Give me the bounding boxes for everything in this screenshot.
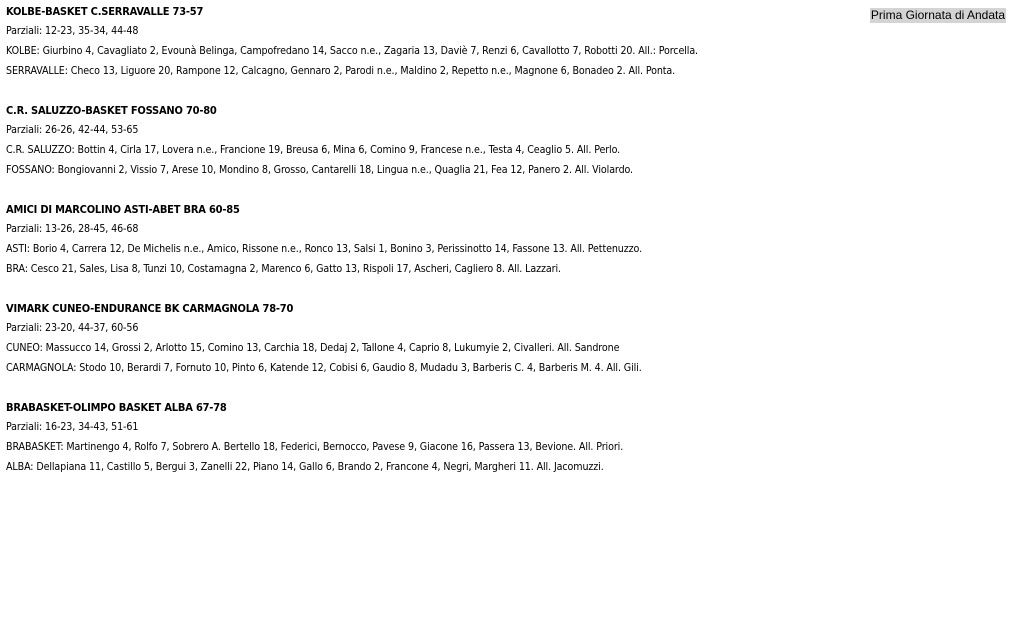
game-quarter-scores: Parziali: 16-23, 34-43, 51-61	[6, 421, 139, 433]
game-result	[6, 101, 866, 180]
round-label: Prima Giornata di Andata	[870, 8, 1005, 22]
away-team-roster: CARMAGNOLA: Stodo 10, Berardi 7, Fornuto 10, Pinto 6, Katende 12, Cobisi 6, Gaudio 8, Mudadu 3, Barberis C. 4, Barberis M. 4. All. Gili.	[6, 362, 642, 374]
results-list	[6, 2, 866, 497]
game-quarter-scores: Parziali: 12-23, 35-34, 44-48	[6, 25, 139, 37]
home-team-roster: C.R. SALUZZO: Bottin 4, Cirla 17, Lovera n.e., Francione 19, Breusa 6, Mina 6, Comino 9, Francese n.e., Testa 4, Ceaglio 5. All. Perlo.	[6, 144, 621, 156]
game-result	[6, 200, 866, 279]
home-team-roster: CUNEO: Massucco 14, Grossi 2, Arlotto 15, Comino 13, Carchia 18, Dedaj 2, Tallone 4, Caprio 8, Lukumyie 2, Civalleri. All. Sandrone	[6, 342, 620, 354]
game-quarter-scores: Parziali: 23-20, 44-37, 60-56	[6, 322, 139, 334]
game-title: VIMARK CUNEO-ENDURANCE BK CARMAGNOLA 78-70	[6, 302, 294, 315]
game-result	[6, 2, 866, 81]
game-result	[6, 398, 866, 477]
home-team-roster: KOLBE: Giurbino 4, Cavagliato 2, Evounà Belinga, Campofredano 14, Sacco n.e., Zagaria 13, Daviè 7, Renzi 6, Cavallotto 7, Robotti 20. All.: Porcella.	[6, 45, 698, 57]
away-team-roster: BRA: Cesco 21, Sales, Lisa 8, Tunzi 10, Costamagna 2, Marenco 6, Gatto 13, Rispoli 17, Ascheri, Cagliero 8. All. Lazzari.	[6, 263, 561, 275]
away-team-roster: SERRAVALLE: Checo 13, Liguore 20, Rampone 12, Calcagno, Gennaro 2, Parodi n.e., Maldino 2, Repetto n.e., Magnone 6, Bonadeo 2. All. Ponta.	[6, 65, 676, 77]
away-team-roster: ALBA: Dellapiana 11, Castillo 5, Bergui 3, Zanelli 22, Piano 14, Gallo 6, Brando 2, Francone 4, Negri, Margheri 11. All. Jacomuzzi.	[6, 461, 604, 473]
home-team-roster: BRABASKET: Martinengo 4, Rolfo 7, Sobrero A. Bertello 18, Federici, Bernocco, Pavese 9, Giacone 16, Passera 13, Bevione. All. Priori.	[6, 441, 624, 453]
home-team-roster: ASTI: Borio 4, Carrera 12, De Michelis n.e., Amico, Rissone n.e., Ronco 13, Salsi 1, Bonino 3, Perissinotto 14, Fassone 13. All. Pettenuzzo.	[6, 243, 642, 255]
game-title: BRABASKET-OLIMPO BASKET ALBA 67-78	[6, 401, 227, 414]
game-quarter-scores: Parziali: 13-26, 28-45, 46-68	[6, 223, 139, 235]
game-quarter-scores: Parziali: 26-26, 42-44, 53-65	[6, 124, 139, 136]
away-team-roster: FOSSANO: Bongiovanni 2, Vissio 7, Arese 10, Mondino 8, Grosso, Cantarelli 18, Lingua n.e., Quaglia 21, Fea 12, Panero 2. All. Violardo.	[6, 164, 633, 176]
game-title: KOLBE-BASKET C.SERRAVALLE 73-57	[6, 5, 204, 18]
game-title: AMICI DI MARCOLINO ASTI-ABET BRA 60-85	[6, 203, 240, 216]
game-title: C.R. SALUZZO-BASKET FOSSANO 70-80	[6, 104, 217, 117]
game-result	[6, 299, 866, 378]
